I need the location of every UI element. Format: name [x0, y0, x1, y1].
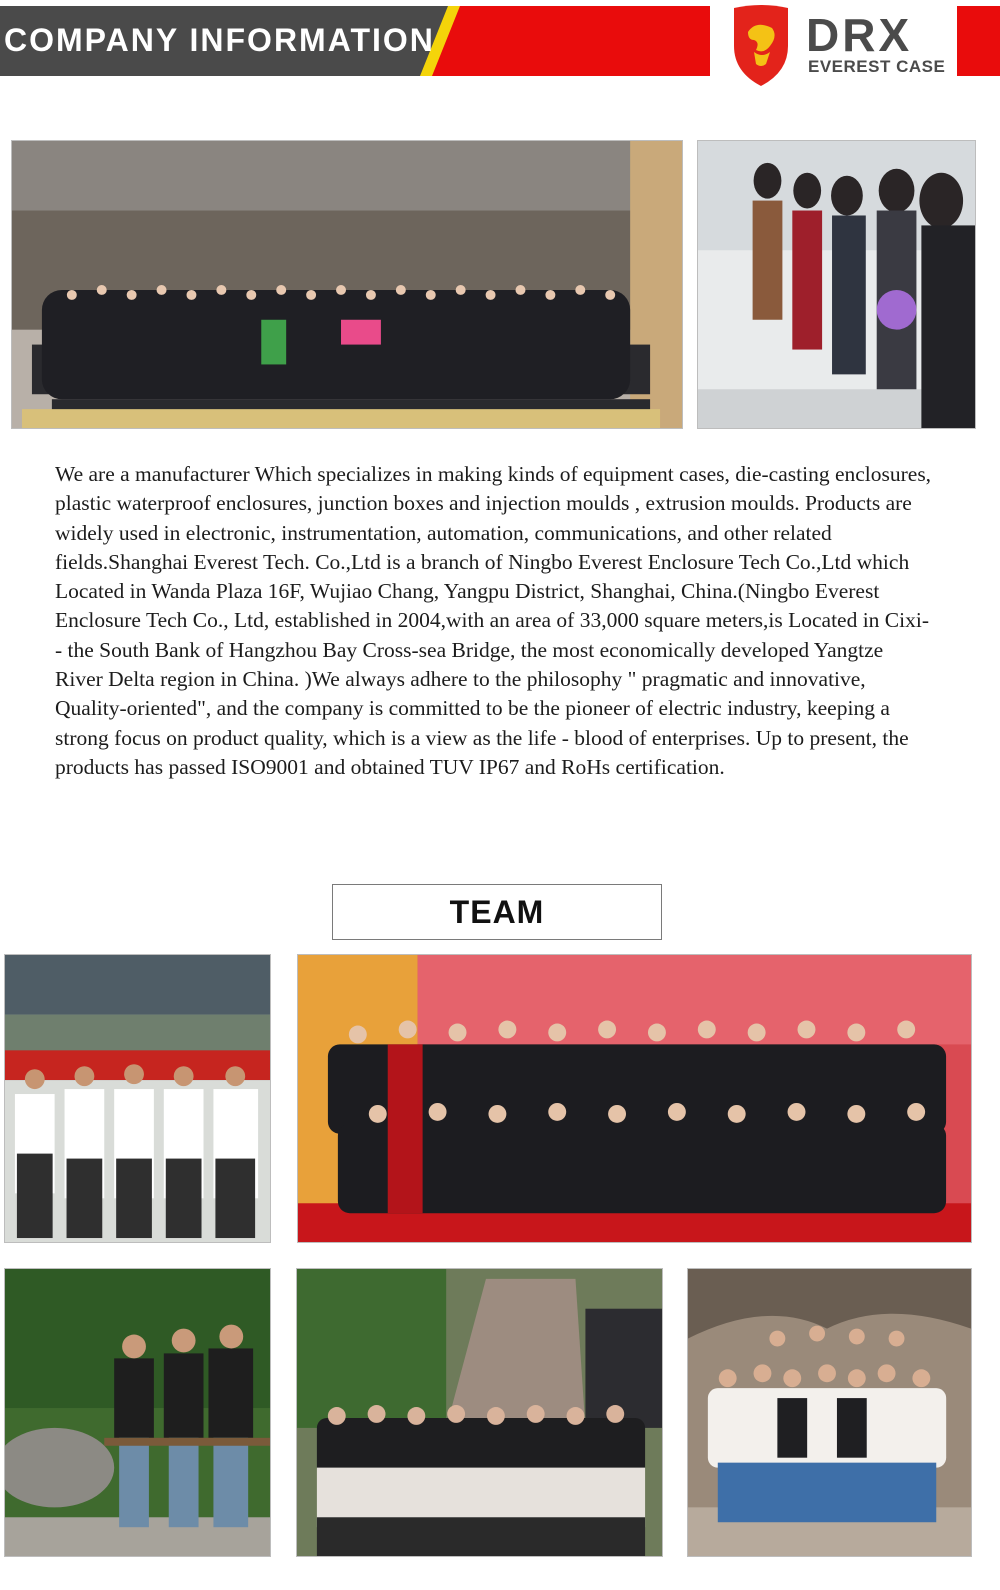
team-outdoor-photo: [4, 954, 271, 1243]
logo-subtitle: EVEREST CASE: [808, 57, 946, 76]
team-event-photo: [297, 954, 972, 1243]
company-description: We are a manufacturer Which specializes in making kinds of equipment cases, die-casting enclosures, plastic waterproof enclosures, junction boxes and injection moulds , extrusion moulds. Products are widely used in electronic, instrumentation, automation, communications, and other related fields.Shanghai Everest Tech. Co.,Ltd is a branch of Ningbo Everest Enclosure Tech Co.,Ltd which Located in Wanda Plaza 16F, Wujiao Chang, Yangpu District, Shanghai, China.(Ningbo Everest Enclosure Tech Co., Ltd, established in 2004,with an area of 33,000 square meters,is Located in Cixi-- the South Bank of Hangzhou Bay Cross-sea Bridge, the most economically developed Yangtze River Delta region in China. )We always adhere to the philosophy " pragmatic and innovative, Quality-oriented", and the company is committed to be the pioneer of electric industry, keeping a strong focus on product quality, which is a view as the life - blood of enterprises. Up to present, the products has passed ISO9001 and obtained TUV IP67 and RoHs certification.: [55, 462, 932, 779]
banner-edge-red: [957, 6, 1000, 76]
team-rocks-photo: [687, 1268, 972, 1557]
team-heading: TEAM: [332, 884, 662, 940]
team-monument-photo: [296, 1268, 663, 1557]
banner-red-band: [428, 6, 710, 76]
header-banner: [0, 0, 1000, 95]
page-title: COMPANY INFORMATION: [4, 22, 435, 58]
staff-line-photo: [697, 140, 976, 429]
company-group-photo: [11, 140, 683, 429]
team-mountain-photo: [4, 1268, 271, 1557]
drx-logo-icon: [730, 2, 792, 88]
logo-text: DRX: [806, 9, 913, 61]
